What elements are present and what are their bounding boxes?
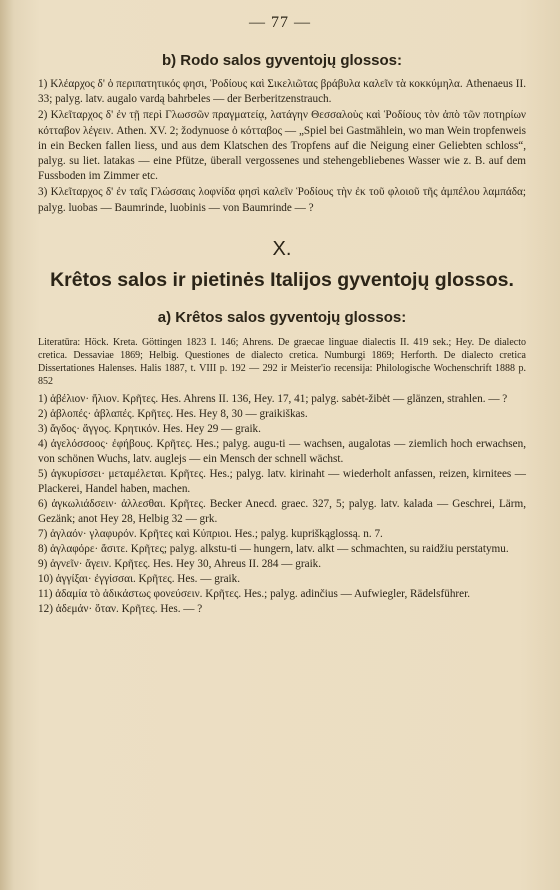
paragraph-b1: 1) Κλέαρχος δ' ὁ περιπατητικός φησι, Ῥοδίους καὶ Σικελιῶτας βράβυλα καλεῖν τὰ κοκκύμηλα. Athenaeus II. 33; palyg. latv. augalo vardą bahrbeles — der Berberitzenstrauch. [38,78,526,106]
page-content [38,52,526,617]
paragraph-b2: 2) Κλεῖταρχος δ' ἐν τῇ περὶ Γλωσσῶν πραγματείᾳ, λατάγην Θεσσαλοὺς καὶ Ῥοδίους τὸν ἀπὸ τῶν ποτηρίων κότταβον λέγειν. Athen. XV. 2; žodynuose ὁ κότταβος — „Spiel bei Gastmählein, wo man Wein tropfenweis in ein Becken fallen liess, und aus dem Klatschen des Tropfens auf die Neigung einer Geliebten schloss“, palyg. su liet. latakas — eine Pfütze, überall vergossenes und stehengebliebenes Wasser wie z. B. auf dem Fussboden im Zimmer etc. [38,109,526,183]
section-a-heading: a) Krêtos salos gyventojų glossos: [157,308,407,326]
glossary-entry: 7) ἀγλαόν· γλαφυρόν. Κρῆτες καὶ Κύπριοι. Hes.; palyg. kupriškąglossą. n. 7. [38,527,383,540]
chapter-title: Krêtos salos ir pietinės Italijos gyventojų glossos. [50,268,514,291]
glossary-entry: 11) ἀδαμία τὸ ἀδικάστως φονεύσειν. Κρῆτες. Hes.; palyg. adinčius — Aufwiegler, Rädelsführer. [38,587,471,600]
glossary-entry: 3) ἄγδος· ἄγγος. Κρητικόν. Hes. Hey 29 — graik. [38,422,261,435]
glossary-entry: 8) ἀγλαφόρε· ἄσιτε. Κρῆτες; palyg. alkstu-ti — hungern, latv. alkt — schmachten, su raidžiu perstatymu. [38,542,509,555]
glossary-entry: 9) ἀγνεῖν· ἄγειν. Κρῆτες. Hes. Hey 30, Ahreus II. 284 — graik. [38,557,322,570]
glossary-entry: 6) ἀγκωλιάδσειν· ἀλλεσθαι. Κρῆτες. Becker Anecd. graec. 327, 5; palyg. latv. kalada — Geschrei, Lärm, Gezänk; anot Hey 28, Helbig 32 — grk. [38,497,526,525]
section-b-heading: b) Rodo salos gyventojų glossos: [161,52,403,69]
glossary-entry: 10) ἀγγίξαι· ἐγγίσσαι. Κρῆτες. Hes. — graik. [38,572,241,585]
page-number: — 77 — [249,14,311,31]
literature-note: Literatūra: Höck. Kreta. Göttingen 1823 I. 146; Ahrens. De graecae linguae dialectis II. 419 sek.; Hey. De dialecto cretica. Dessaviae 1869; Helbig. Questiones de dialecto cretica. Numburgi 1869; Herforth. De dialecto cretica Dissertationes Halenses. Halis 1887, t. VIII p. 192 — 292 ir Meister'io recensija: Philologische Wochenschrift 1888 p. 852 [38,336,526,387]
glossary-entry: 12) ἀδεμάν· ὅταν. Κρῆτες. Hes. — ? [38,602,203,615]
glossary-entry: 2) ἀβλοπές· ἀβλαπές. Κρῆτες. Hes. Hey 8, 30 — graikiškas. [38,407,308,420]
chapter-number: X. [272,237,292,260]
glossary-entry: 1) ἀβέλιον· ἥλιον. Κρῆτες. Hes. Ahrens II. 136, Hey. 17, 41; palyg. sabėt-žibėt — glänzen, strahlen. — ? [38,392,508,405]
glossary-entry: 4) ἀγελόσσοος· ἐφήβους. Κρῆτες. Hes.; palyg. augu-ti — wachsen, augalotas — ziemlich hoch erwachsen, von schönen Wuchs, latv. auglejs — ein Mensch der schnell wächst. [38,437,526,465]
glossary-entry: 5) ἀγκυρίσσει· μεταμέλεται. Κρῆτες. Hes.; palyg. latv. kirinaht — wiederholt anfassen, reizen, kirnitees — Plackerei, Handel haben, machen. [38,467,526,495]
paragraph-b3: 3) Κλεῖταρχος δ' ἐν ταῖς Γλώσσαις λοφνίδα φησὶ καλεῖν Ῥοδίους τὴν ἐκ τοῦ φλοιοῦ τῆς ἀμπέλου λαμπάδα; palyg. luobas — Baumrinde, luobinis — von Baumrinde — ? [38,186,526,214]
